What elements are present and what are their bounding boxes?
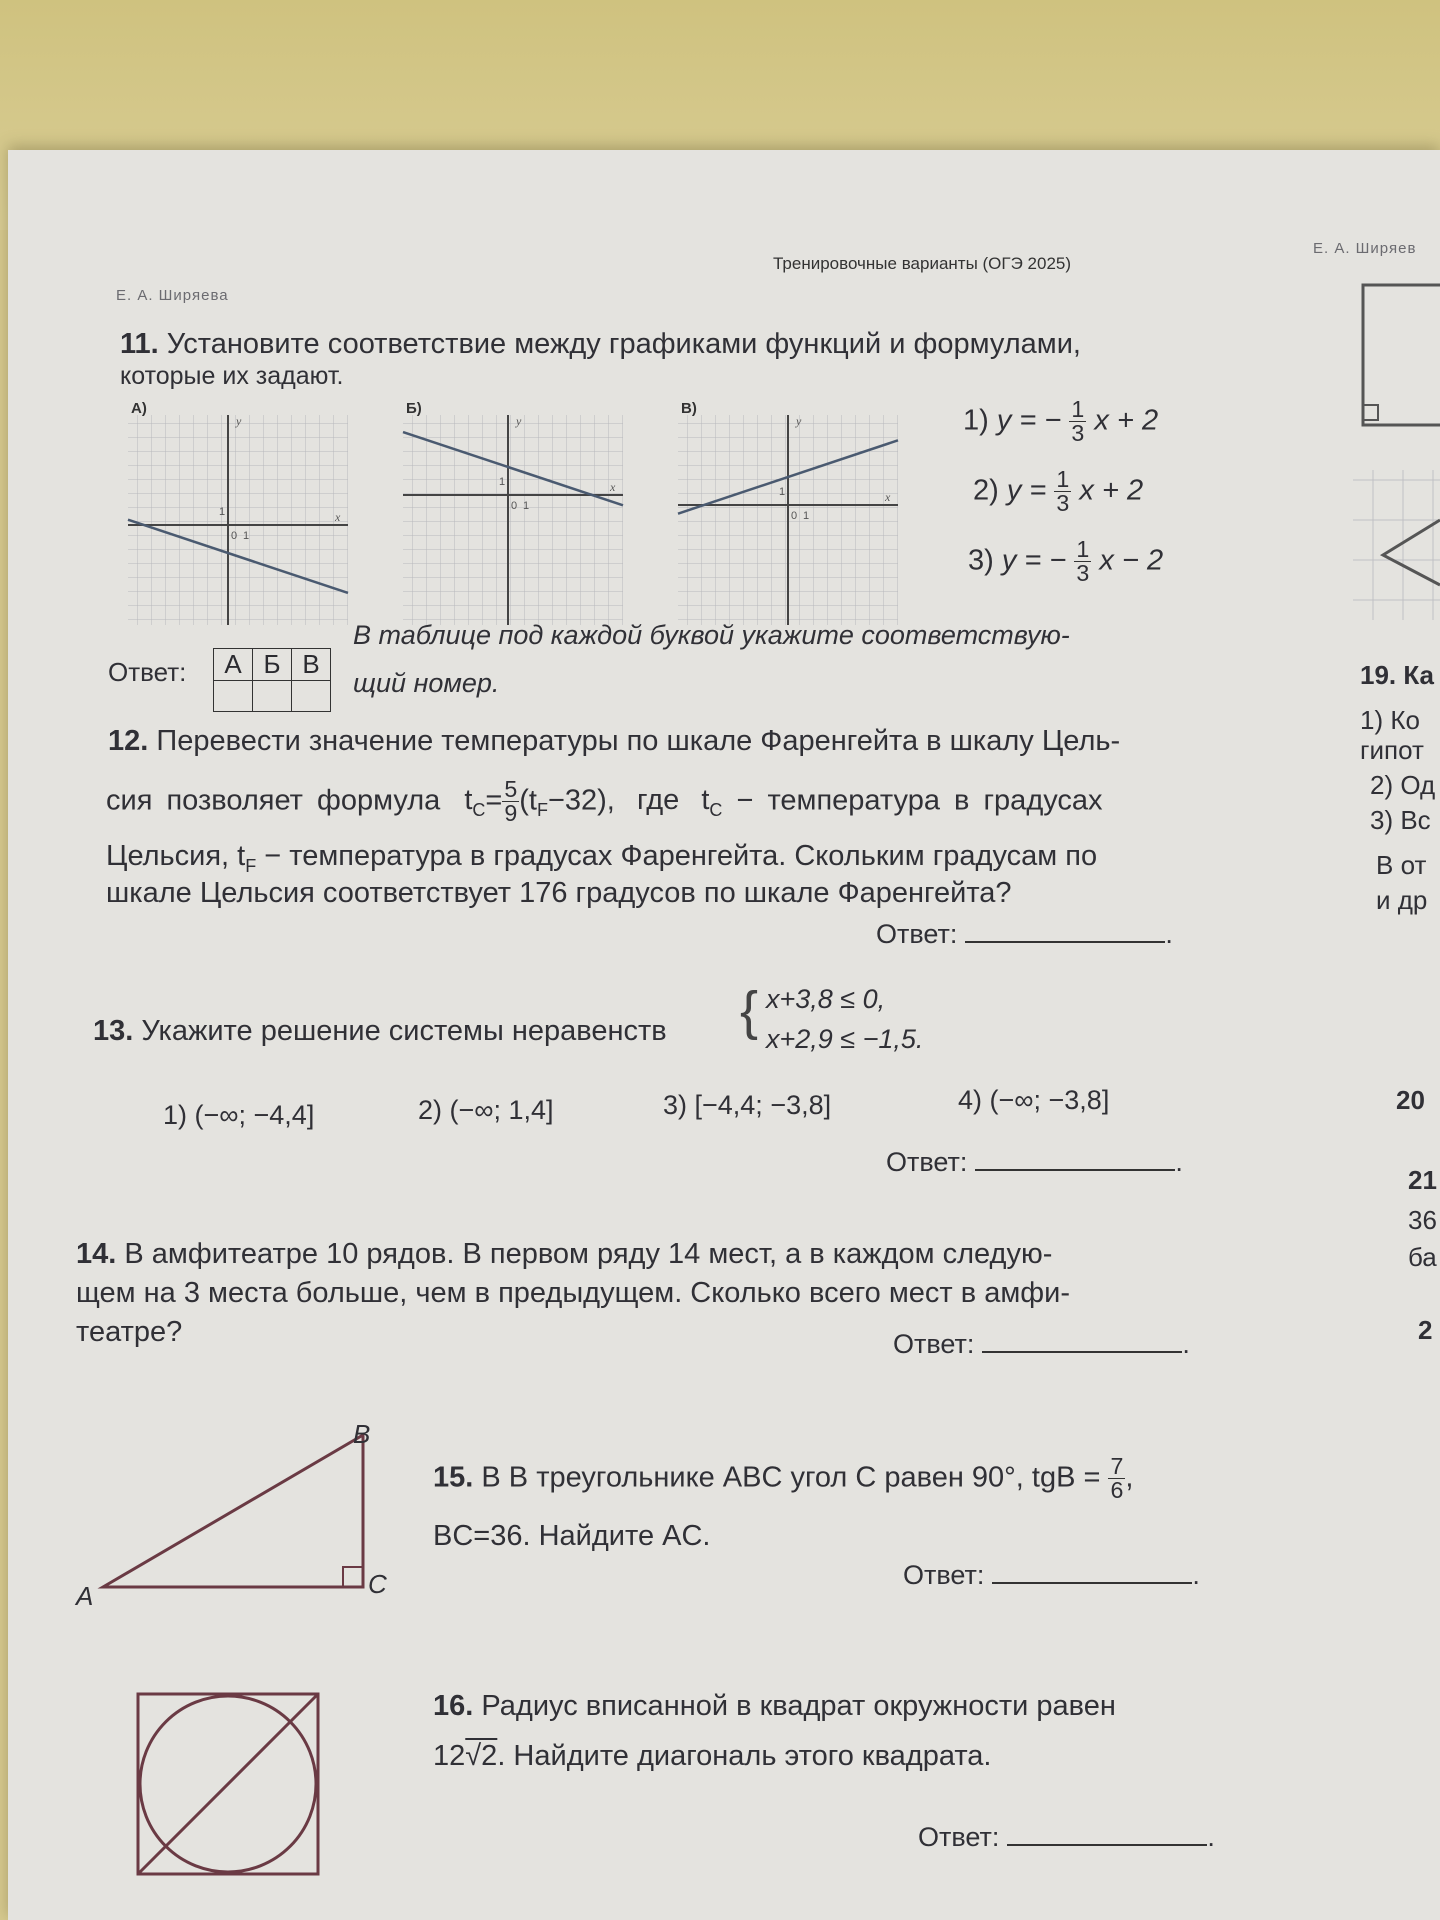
task12-number: 12. — [108, 725, 149, 757]
task11-text1: Установите соответствие между графиками функций и формулами, — [166, 328, 1081, 360]
formula-1-post: x + 2 — [1094, 404, 1159, 437]
answer-header-b: Б — [253, 649, 292, 681]
task16-answer-field[interactable] — [1007, 1820, 1207, 1846]
x-tick-label: 1 — [243, 530, 250, 542]
task13-option-4[interactable]: 4) (−∞; −3,8] — [958, 1085, 1110, 1115]
task13-ineq1: x+3,8 ≤ 0, — [766, 984, 886, 1014]
formula-2-post: x + 2 — [1079, 474, 1144, 507]
graph-label: А) — [131, 400, 147, 417]
origin-label: 0 — [511, 500, 518, 512]
y-axis-label: y — [516, 414, 522, 428]
origin-label: 0 — [791, 510, 798, 522]
task16-number: 16. — [433, 1690, 474, 1722]
author-right: Е. А. Ширяев — [1313, 240, 1417, 257]
formula-1-pre: y = − — [996, 404, 1062, 437]
worksheet-page — [8, 150, 1440, 1920]
edge-l5: В от — [1376, 850, 1427, 880]
task15-line2: BC=36. Найдите AC. — [433, 1520, 711, 1552]
formula-3-num: 3) — [968, 544, 994, 577]
formula-2 — [973, 468, 1143, 515]
answer-cell-v[interactable] — [292, 681, 331, 712]
task14-answer: Ответ: . — [893, 1329, 1190, 1359]
task15-answer-label: Ответ: — [903, 1560, 985, 1590]
square-circle-figure — [128, 1688, 328, 1888]
answer-header-v: В — [292, 649, 331, 681]
task15-line1 — [433, 1455, 1133, 1502]
edge-l4: 3) Вс — [1370, 805, 1431, 835]
origin-label: 0 — [231, 530, 238, 542]
task11-line2: которые их задают. — [120, 362, 344, 390]
task13-option-1[interactable]: 1) (−∞; −4,4] — [163, 1100, 315, 1130]
task15-answer-field[interactable] — [992, 1558, 1192, 1584]
task12-text2a: сия позволяет формула — [106, 784, 441, 817]
graph-label: В) — [681, 400, 697, 417]
task13-number: 13. — [93, 1015, 134, 1047]
task14-line1 — [76, 1238, 1052, 1271]
task11-instruction-1: В таблице под каждой буквой укажите соответствую- — [353, 620, 1070, 650]
task16-root: √2 — [465, 1740, 498, 1772]
formula-denominator: 9 — [504, 800, 518, 827]
task16-answer-label: Ответ: — [918, 1822, 1000, 1852]
task16-line2 — [433, 1740, 991, 1773]
x-axis-label: x — [610, 480, 616, 494]
task13-text: Укажите решение системы неравенств — [141, 1015, 667, 1047]
edge-task19: 19. Ка — [1360, 660, 1435, 690]
task15-text1: В В треугольнике ABC угол C равен 90°, tgB = — [481, 1461, 1101, 1494]
task15-comma: , — [1125, 1461, 1134, 1494]
task14-text1: В амфитеатре 10 рядов. В первом ряду 14 мест, а в каждом следую- — [124, 1238, 1053, 1270]
answer-cell-b[interactable] — [253, 681, 292, 712]
x-axis-label: x — [335, 510, 341, 524]
y-axis-label: y — [236, 414, 242, 428]
formula-2-numerator: 1 — [1056, 466, 1070, 492]
task16-line1 — [433, 1690, 1116, 1723]
task12-tc: t — [701, 784, 710, 817]
task14-answer-field[interactable] — [982, 1327, 1182, 1353]
triangle-abc — [103, 1435, 363, 1587]
task13-line — [93, 1015, 667, 1048]
task14-answer-label: Ответ: — [893, 1329, 975, 1359]
formula-1-num: 1) — [963, 404, 989, 437]
task12-line4: шкале Цельсия соответствует 176 градусов по шкале Фаренгейта? — [106, 877, 1012, 909]
task15-answer: Ответ: . — [903, 1560, 1200, 1590]
author-left: Е. А. Ширяева — [116, 287, 229, 304]
task13-answer-field[interactable] — [975, 1145, 1175, 1171]
right-angle-mark — [343, 1567, 363, 1587]
task12-text2c: − температура в градусах — [736, 784, 1103, 817]
task12-answer-label: Ответ: — [876, 919, 958, 949]
task11-answer-label: Ответ: — [108, 657, 187, 687]
task12-text1: Перевести значение температуры по шкале Фаренгейта в шкалу Цель- — [156, 725, 1121, 757]
task16-answer: Ответ: . — [918, 1822, 1215, 1852]
formula-3-pre: y = − — [1001, 544, 1067, 577]
task14-line2: щем на 3 места больше, чем в предыдущем. Сколько всего мест в амфи- — [76, 1277, 1070, 1309]
task12-line2 — [106, 778, 1103, 825]
task11-instruction-2: щий номер. — [353, 668, 500, 698]
task11-number: 11. — [120, 328, 159, 360]
task13-option-2[interactable]: 2) (−∞; 1,4] — [418, 1095, 554, 1125]
edge-task2x: 2 — [1418, 1315, 1433, 1345]
task12-where: где — [636, 784, 680, 817]
edge-task21: 21 — [1408, 1165, 1437, 1195]
task13-answer: Ответ: . — [886, 1147, 1183, 1177]
x-tick-label: 1 — [803, 510, 810, 522]
task13-answer-label: Ответ: — [886, 1147, 968, 1177]
edge-l8: ба — [1408, 1242, 1437, 1272]
task12-answer: Ответ: . — [876, 919, 1173, 949]
task11-answer-table — [213, 648, 331, 712]
vertex-b: B — [353, 1419, 371, 1449]
grid — [128, 415, 348, 625]
formula-tc: t — [464, 784, 473, 817]
y-tick-label: 1 — [219, 506, 226, 518]
system-brace: { — [740, 981, 759, 1041]
task12-line1 — [108, 725, 1120, 758]
edge-l1: 1) Ко — [1360, 705, 1420, 735]
task11-line1 — [120, 328, 1081, 361]
grid — [403, 415, 623, 625]
task15-number: 15. — [433, 1461, 474, 1494]
graph-panel-2 — [403, 400, 623, 625]
formula-paren: (t — [519, 784, 537, 817]
answer-cell-a[interactable] — [214, 681, 253, 712]
x-axis-label: x — [885, 490, 891, 504]
task12-tf-sub: F — [245, 855, 257, 876]
task16-text1: Радиус вписанной в квадрат окружности равен — [481, 1690, 1116, 1722]
formula-tf-sub: F — [536, 800, 548, 821]
task13-ineq2: x+2,9 ≤ −1,5. — [766, 1024, 924, 1054]
formula-3-denominator: 3 — [1076, 560, 1090, 587]
vertex-c: C — [368, 1569, 387, 1599]
task16-coef: 12 — [433, 1740, 466, 1772]
task15-denominator: 6 — [1110, 1477, 1124, 1504]
task12-tc-sub: C — [709, 800, 723, 821]
formula-3-numerator: 1 — [1076, 536, 1090, 562]
page-title: Тренировочные варианты (ОГЭ 2025) — [773, 254, 1072, 273]
task11-graphs — [123, 395, 943, 625]
task15-numerator: 7 — [1110, 1453, 1124, 1479]
task14-number: 14. — [76, 1238, 117, 1270]
formula-2-num: 2) — [973, 474, 999, 507]
task12-text3a: Цельсия, — [106, 840, 230, 872]
task12-line3 — [106, 840, 1097, 876]
formula-tc-sub: C — [472, 800, 486, 821]
formula-2-denominator: 3 — [1056, 490, 1070, 517]
task13-option-3[interactable]: 3) [−4,4; −3,8] — [663, 1090, 832, 1120]
graph-panel-3 — [678, 400, 898, 625]
edge-l7: 36 — [1408, 1205, 1437, 1235]
formula-eq: = — [485, 784, 503, 817]
formula-numerator: 5 — [504, 776, 518, 802]
edge-l6: и др — [1376, 885, 1428, 915]
task16-text2: . Найдите диагональ этого квадрата. — [497, 1740, 992, 1772]
y-tick-label: 1 — [499, 476, 506, 488]
task14-line3: театре? — [76, 1316, 183, 1348]
x-tick-label: 1 — [523, 500, 530, 512]
formula-1-numerator: 1 — [1071, 396, 1085, 422]
formula-1-denominator: 3 — [1071, 420, 1085, 447]
vertex-a: A — [76, 1581, 94, 1611]
formula-3 — [968, 538, 1163, 585]
edge-task20: 20 — [1396, 1085, 1425, 1115]
edge-l2: гипот — [1360, 735, 1424, 765]
y-tick-label: 1 — [779, 486, 786, 498]
formula-3-post: x − 2 — [1099, 544, 1164, 577]
formula-2-pre: y = — [1006, 474, 1047, 507]
answer-header-a: А — [214, 649, 253, 681]
task12-text3b: − температура в градусах Фаренгейта. Скольким градусам по — [264, 840, 1098, 872]
edge-l3: 2) Од — [1370, 770, 1436, 800]
task12-tf: t — [237, 840, 246, 872]
formula-1 — [963, 398, 1158, 445]
formula-paren-end: −32), — [547, 784, 615, 817]
graph-panel-1 — [128, 400, 348, 625]
graph-label: Б) — [406, 400, 422, 417]
task12-answer-field[interactable] — [965, 917, 1165, 943]
y-axis-label: y — [796, 414, 802, 428]
